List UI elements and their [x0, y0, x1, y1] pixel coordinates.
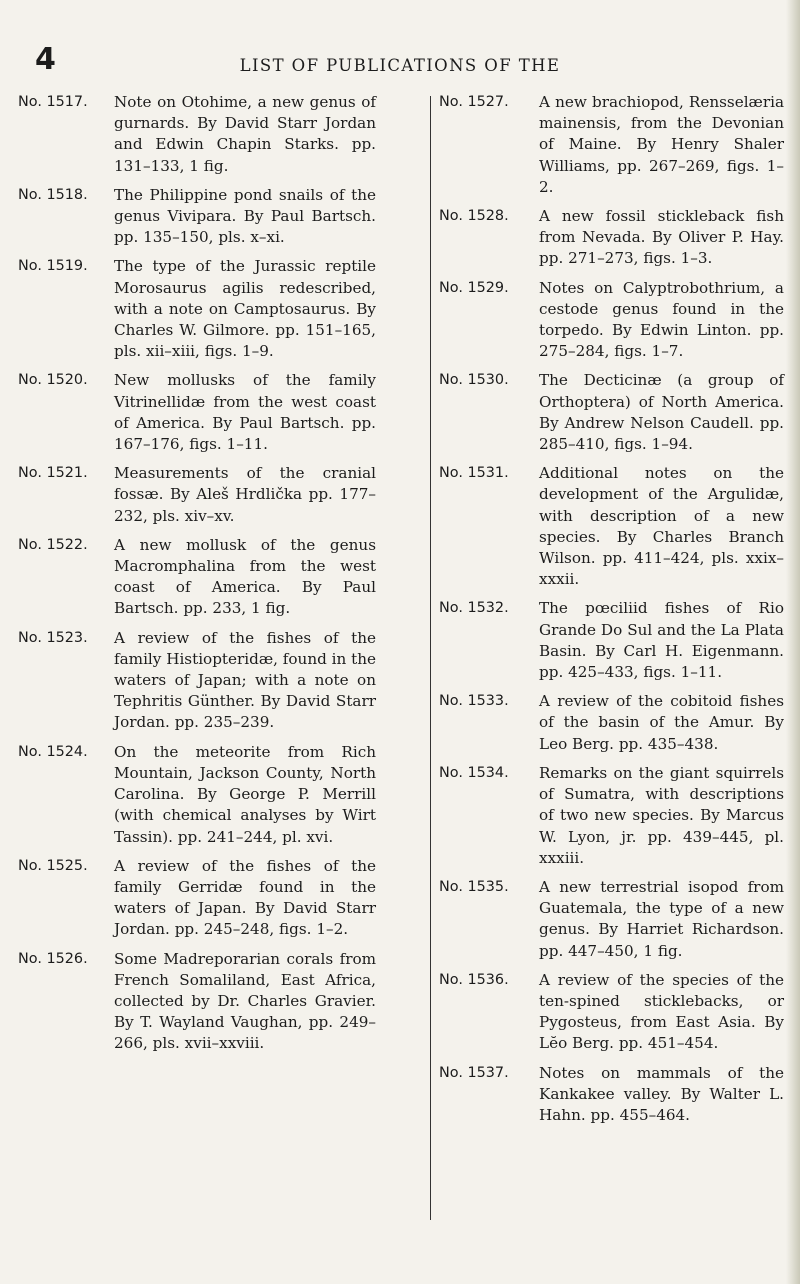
publication-entry	[18, 628, 376, 734]
publication-number: No. 1525.	[18, 857, 88, 874]
publication-description: A review of the species of the ten-spined sticklebacks, or Pygosteus, from East Asia. By Lĕo Berg. pp. 451–454.	[539, 970, 784, 1053]
publication-description: New mollusks of the family Vitrinellidæ from the west coast of America. By Paul Bartsch. pp. 167–176, figs. 1–11.	[114, 371, 376, 454]
publication-number: No. 1536.	[439, 971, 509, 988]
publication-number: No. 1532.	[439, 600, 509, 617]
publication-description: Note on Otohime, a new genus of gurnards. By David Starr Jordan and Edwin Chapin Starks. pp. 131–133, 1 fig.	[114, 93, 376, 175]
publication-description: A review of the cobitoid fishes of the basin of the Amur. By Leo Berg. pp. 435–438.	[539, 692, 784, 753]
column-divider	[430, 96, 431, 1220]
publication-entry	[439, 691, 784, 755]
publication-entry	[439, 370, 784, 455]
page-number: 4	[35, 42, 56, 77]
publication-description: Additional notes on the development of the Argulidæ, with description of a new species. By Charles Branch Wilson. pp. 411–424, pls. xxix–xxxii.	[539, 464, 784, 589]
publication-entry	[439, 1063, 784, 1127]
publication-entry	[439, 206, 784, 270]
running-head: LIST OF PUBLICATIONS OF THE	[239, 56, 561, 75]
publication-entry	[18, 949, 376, 1055]
publication-number: No. 1530.	[439, 372, 509, 389]
publication-description: Measurements of the cranial fossæ. By Aleš Hrdlička pp. 177–232, pls. xiv–xv.	[114, 464, 376, 525]
publication-entry	[18, 535, 376, 620]
publication-number: No. 1533.	[439, 693, 509, 710]
publication-number: No. 1517.	[18, 94, 88, 110]
publication-number: No. 1523.	[18, 629, 88, 646]
publication-entry	[439, 278, 784, 363]
publication-entry	[439, 598, 784, 683]
publication-number: No. 1521.	[18, 465, 88, 482]
publication-entry	[18, 92, 376, 177]
publication-number: No. 1520.	[18, 372, 88, 389]
publication-entry	[439, 970, 784, 1055]
publication-description: The Philippine pond snails of the genus Vivipara. By Paul Bartsch. pp. 135–150, pls. x–xi.	[114, 185, 376, 247]
scan-edge-shadow	[786, 0, 800, 1284]
publication-entry	[18, 856, 376, 941]
publication-entry	[18, 185, 376, 249]
publication-entry	[439, 463, 784, 590]
publication-number: No. 1537.	[439, 1064, 509, 1081]
right-column	[439, 92, 784, 1134]
publication-number: No. 1524.	[18, 743, 88, 760]
publication-number: No. 1531.	[439, 465, 509, 482]
publication-description: On the meteorite from Rich Mountain, Jackson County, North Carolina. By George P. Merrill (with chemical analyses by Wirt Tassin). pp. 241–244, pl. xvi.	[114, 742, 376, 846]
publication-entry	[18, 370, 376, 455]
publication-description: Notes on Calyptrobothrium, a cestode genus found in the torpedo. By Edwin Linton. pp. 275–284, figs. 1–7.	[539, 278, 784, 361]
publication-entry	[18, 463, 376, 527]
publication-number: No. 1522.	[18, 536, 88, 553]
publication-number: No. 1519.	[18, 258, 88, 275]
publication-entry	[18, 742, 376, 848]
publication-entry	[439, 877, 784, 962]
publication-number: No. 1528.	[439, 208, 509, 225]
publication-description: Remarks on the giant squirrels of Sumatra, with descriptions of two new species. By Marcus W. Lyon, jr. pp. 439–445, pl. xxxiii.	[539, 763, 784, 867]
publication-description: The Decticinæ (a group of Orthoptera) of North America. By Andrew Nelson Caudell. pp. 285–410, figs. 1–94.	[539, 371, 784, 454]
publication-description: A new terrestrial isopod from Guatemala, the type of a new genus. By Harriet Richardson. pp. 447–450, 1 fig.	[539, 877, 784, 960]
publication-number: No. 1529.	[439, 279, 509, 296]
publication-description: A new brachiopod, Rensselæria mainensis, from the Devonian of Maine. By Henry Shaler Williams, pp. 267–269, figs. 1–2.	[539, 93, 784, 196]
publication-number: No. 1526.	[18, 950, 88, 967]
publication-description: The pœciliid fishes of Rio Grande Do Sul and the La Plata Basin. By Carl H. Eigenmann. pp. 425–433, figs. 1–11.	[539, 599, 784, 682]
publication-number: No. 1518.	[18, 186, 88, 203]
publication-number: No. 1534.	[439, 764, 509, 781]
publication-entry	[439, 92, 784, 198]
publication-entry	[439, 763, 784, 869]
publication-description: A review of the fishes of the family Histiopteridæ, found in the waters of Japan; with a note on Tephritis Günther. By David Starr Jordan. pp. 235–239.	[114, 628, 376, 732]
publication-number: No. 1527.	[439, 94, 509, 110]
publication-entry	[18, 256, 376, 362]
left-column	[18, 92, 376, 1063]
publication-description: Some Madreporarian corals from French Somaliland, East Africa, collected by Dr. Charles Gravier. By T. Wayland Vaughan, pp. 249–266, pls. xvii–xxviii.	[114, 949, 376, 1053]
publication-description: A new fossil stickleback fish from Nevada. By Oliver P. Hay. pp. 271–273, figs. 1–3.	[539, 207, 784, 268]
publication-description: Notes on mammals of the Kankakee valley. By Walter L. Hahn. pp. 455–464.	[539, 1063, 784, 1124]
publication-description: The type of the Jurassic reptile Morosaurus agilis redescribed, with a note on Camptosaurus. By Charles W. Gilmore. pp. 151–165, pls. xii–xiii, figs. 1–9.	[114, 257, 376, 361]
publication-description: A review of the fishes of the family Gerridæ found in the waters of Japan. By David Starr Jordan. pp. 245–248, figs. 1–2.	[114, 856, 376, 939]
publication-number: No. 1535.	[439, 878, 509, 895]
publication-description: A new mollusk of the genus Macromphalina from the west coast of America. By Paul Bartsch. pp. 233, 1 fig.	[114, 535, 376, 618]
